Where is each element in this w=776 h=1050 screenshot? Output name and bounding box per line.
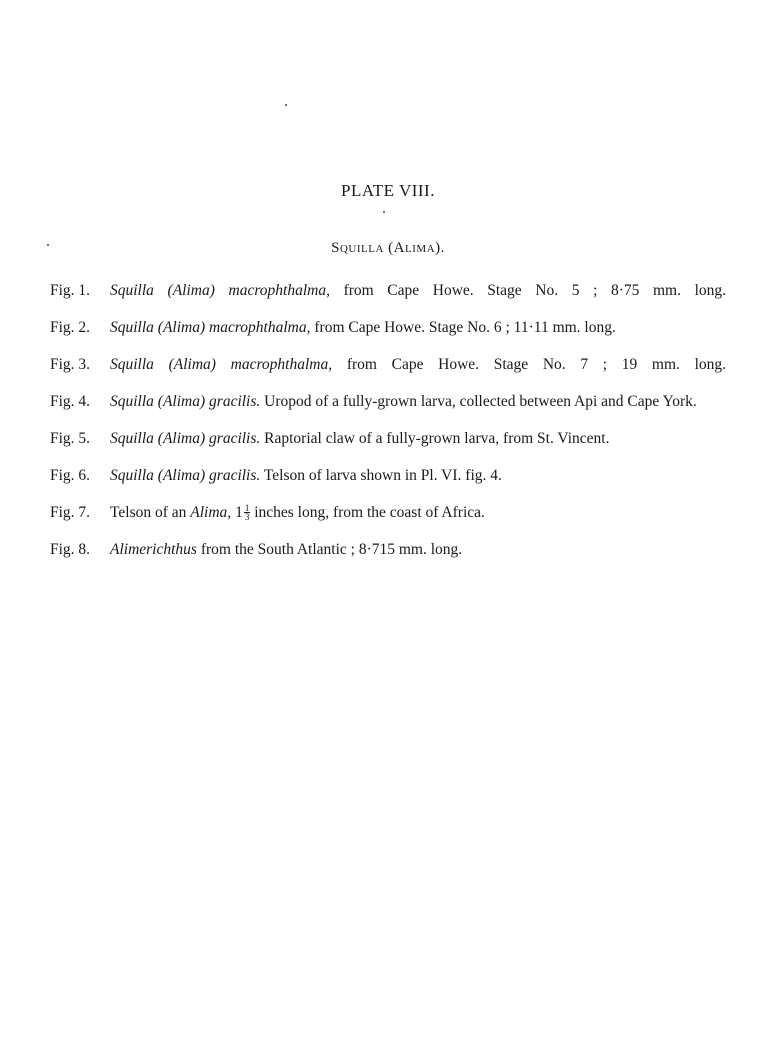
measure-fraction: $\frac{1}{3}$ (244, 503, 250, 522)
figure-caption-7 (50, 501, 726, 524)
caption-text: Uropod of a fully-grown larva, collected between Api and Cape York. (264, 393, 697, 410)
genus-name: Squilla (110, 393, 154, 410)
plate-subtitle: Squilla (Alima). (331, 240, 445, 256)
figure-caption-5 (50, 427, 726, 450)
genus-name: Squilla (110, 356, 154, 373)
subgenus-name: (Alima) (167, 282, 215, 299)
print-speck (285, 104, 287, 106)
figure-caption-1 (50, 279, 726, 302)
figure-label: Fig. 5. (50, 430, 91, 447)
figure-label: Fig. 1. (50, 282, 91, 299)
genus-name: Alimerichthus (110, 541, 197, 558)
species-name: macrophthalma, (209, 319, 311, 336)
genus-name: Squilla (110, 430, 154, 447)
caption-text: from the South Atlantic ; 8·715 mm. long. (200, 541, 463, 558)
genus-name: Squilla (110, 467, 154, 484)
figure-caption-6 (50, 464, 726, 487)
caption-text: from Cape Howe. Stage No. 7 ; 19 mm. long. (346, 356, 727, 373)
measure-whole: 1 (235, 504, 243, 521)
figure-caption-list (50, 279, 726, 561)
species-name: gracilis. (209, 467, 261, 484)
figure-caption-8 (50, 538, 726, 561)
subgenus-name: (Alima) (168, 356, 216, 373)
caption-text: Raptorial claw of a fully-grown larva, from St. Vincent. (264, 430, 610, 447)
figure-label: Fig. 4. (50, 393, 91, 410)
figure-label: Fig. 3. (50, 356, 91, 373)
subgenus-name: (Alima) (157, 319, 206, 336)
caption-text: from Cape Howe. Stage No. 5 ; 8·75 mm. long. (343, 282, 727, 299)
figure-caption-3 (50, 353, 726, 376)
figure-label: Fig. 8. (50, 541, 91, 558)
genus-name: Squilla (110, 319, 154, 336)
caption-prefix: Telson of an (110, 504, 187, 521)
caption-text: from Cape Howe. Stage No. 6 ; 11·11 mm. long. (314, 319, 616, 336)
species-name: gracilis. (209, 393, 261, 410)
figure-label: Fig. 2. (50, 319, 91, 336)
species-name: macrophthalma, (230, 356, 333, 373)
genus-name: Squilla (110, 282, 154, 299)
print-speck (383, 211, 385, 213)
figure-label: Fig. 6. (50, 467, 91, 484)
figure-caption-4 (50, 390, 726, 413)
species-name: gracilis. (209, 430, 261, 447)
caption-text: Telson of larva shown in Pl. VI. fig. 4. (263, 467, 502, 484)
species-name: macrophthalma, (228, 282, 330, 299)
subgenus-name: (Alima) (157, 430, 206, 447)
plate-title: PLATE VIII. (341, 181, 435, 200)
figure-label: Fig. 7. (50, 504, 91, 521)
caption-text: inches long, from the coast of Africa. (254, 504, 485, 521)
figure-caption-2 (50, 316, 726, 339)
subgenus-name: (Alima) (157, 393, 206, 410)
subgenus-name: (Alima) (157, 467, 206, 484)
genus-name: Alima, (190, 504, 232, 521)
